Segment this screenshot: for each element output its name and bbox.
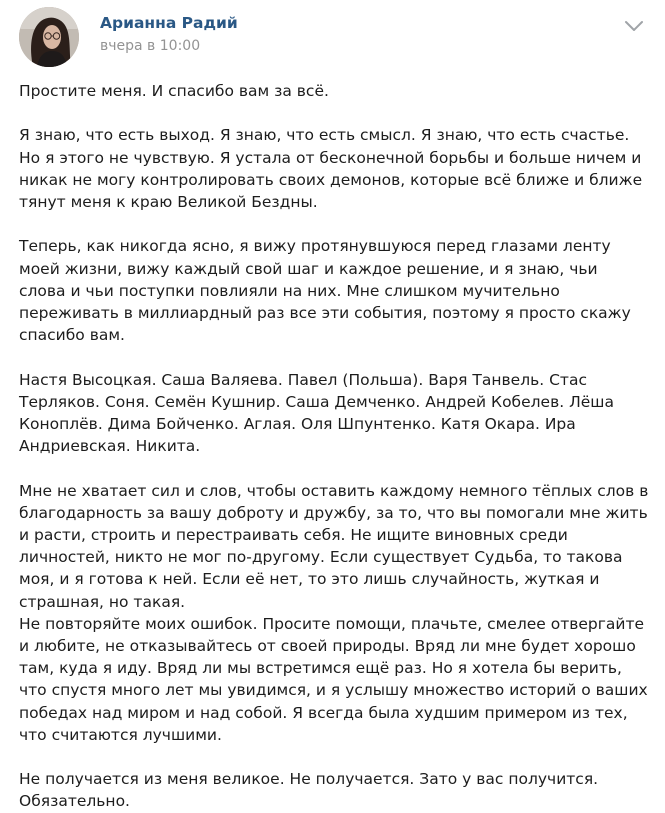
post-paragraph: Теперь, как никогда ясно, я вижу протянувшуюся перед глазами ленту моей жизни, вижу каждый свой шаг и каждое решение, и я знаю, чьи слова и чьи поступки повлияли на них. Мне слишком мучительно переживать в миллиардный раз все эти события, поэтому я просто скажу спасибо вам. [19,237,631,345]
post-paragraph: Я знаю, что есть выход. Я знаю, что есть смысл. Я знаю, что есть счастье. Но я этого не чувствую. Я устала от бесконечной борьбы и больше ничем и никак не могу контролировать своих демонов, которые всё ближе и ближе тянут меня к краю Великой Бездны. [19,126,643,211]
post-date-link[interactable]: вчера в 10:00 [100,38,201,54]
post-paragraph: Простите меня. И спасибо вам за всё. [19,82,329,100]
avatar[interactable] [19,7,79,67]
post-menu-button[interactable] [623,18,645,34]
chevron-down-icon [623,18,645,34]
post-paragraph: Настя Высоцкая. Саша Валяева. Павел (Польша). Варя Танвель. Стас Терляков. Соня. Семён Кушнир. Саша Демченко. Андрей Кобелев. Лёша Коноплёв. Дима Бойченко. Аглая. Оля Шпунтенко. Катя Окара. Ира Андриевская. Никита. [19,370,614,456]
post-paragraph: Мне не хватает сил и слов, чтобы оставить каждому немного тёплых слов в благодарность за вашу доброту и дружбу, за то, что вы помогали мне жить и расти, строить и перестраивать себя. Не ищите виновных среди личностей, никто не мог по-другому. Если существует Судьба, то такова моя, и я готова к ней. Если её нет, то это лишь случайность, жуткая и страшная, но такая. [19,481,649,611]
post-paragraph: Не получается из меня великое. Не получается. Зато у вас получится. Обязательно. [19,770,599,811]
author-name-link[interactable]: Арианна Радий [100,14,238,32]
post-header [0,0,665,70]
post-paragraph: Не повторяйте моих ошибок. Просите помощи, плачьте, смелее отвергайте и любите, не отказывайтесь от своей природы. Вряд ли мне будет хорошо там, куда я иду. Вряд ли мы встретимся ещё раз. Но я хотела бы верить, что спустя много лет мы увидимся, и я услышу множество историй о ваших победах над миром и над собой. Я всегда была худшим примером из тех, что считаются лучшими. [19,614,648,744]
avatar-photo [19,7,79,67]
post-text [19,80,649,813]
